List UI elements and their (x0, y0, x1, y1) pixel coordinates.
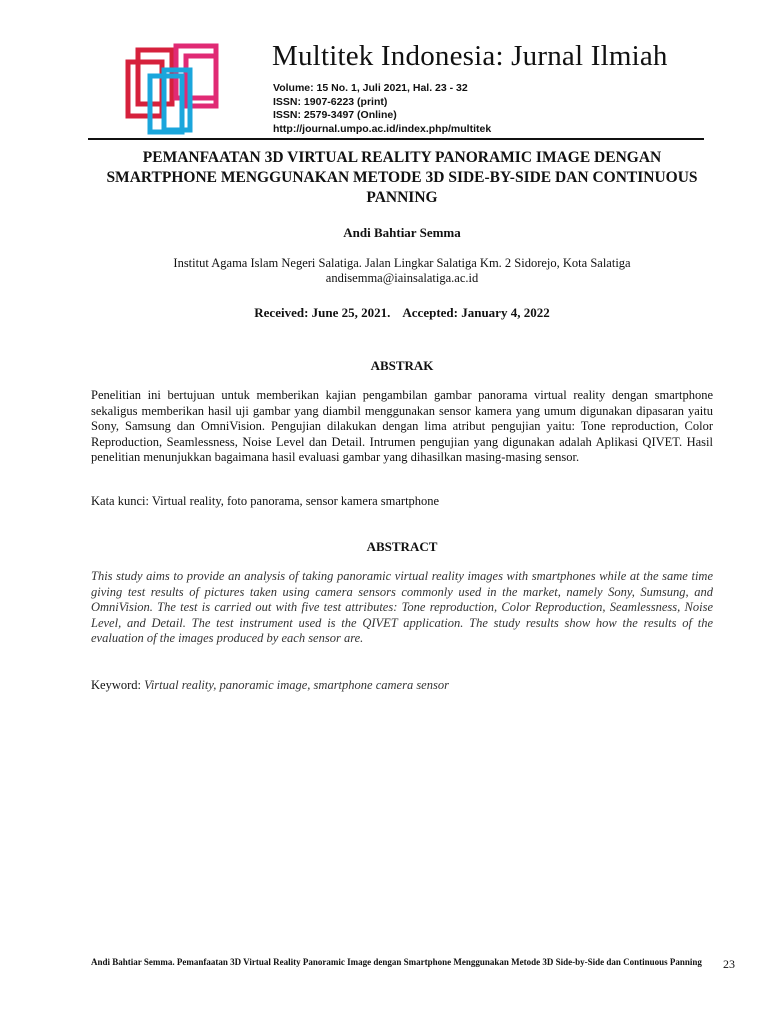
footer-citation: Andi Bahtiar Semma. Pemanfaatan 3D Virtual Reality Panoramic Image dengan Smartphone Menggunakan Metode 3D Side-by-Side dan Continuous Panning (91, 957, 702, 967)
issn-online: ISSN: 2579-3497 (Online) (273, 109, 397, 121)
abstract-text: This study aims to provide an analysis of taking panoramic virtual reality images with smartphones while at the same time giving test results of pictures taken using camera sensors commonly used in the market, namely Sony, Sumsung, and OmniVision. The test is carried out with five test attributes: Tone reproduction, Color Reproduction, Seamlessness, Noise Level, and Detail. The test instrument used is the QIVET application. The study results show how the results of the evaluation of the images produced by each sensor are. (91, 569, 713, 645)
header-divider (88, 138, 704, 140)
abstract-heading: ABSTRACT (366, 539, 438, 554)
submission-dates (90, 305, 714, 321)
journal-logo (124, 42, 224, 138)
abstrak-text: Penelitian ini bertujuan untuk memberikan kajian pengambilan gambar panorama virtual reality dengan smartphone sekaligus memberikan hasil uji gambar yang diambil menggunakan sensor kamera yang umum digunakan dipasaran yaitu Sony, Samsung dan OmniVision. Pengujian dilakukan dengan lima atribut pengujian yaitu: Tone reproduction, Color Reproduction, Seamlessness, Noise Level dan Detail. Intrumen pengujian yang digunakan adalah Aplikasi QIVET. Hasil penelitian menunjukkan bagaimana hasil evaluasi gambar yang dihasilkan masing-masing sensor. (91, 388, 713, 464)
abstract-keywords (91, 678, 449, 693)
author-affiliation: Institut Agama Islam Negeri Salatiga. Jalan Lingkar Salatiga Km. 2 Sidorejo, Kota Salatiga (173, 256, 631, 270)
journal-url[interactable]: http://journal.umpo.ac.id/index.php/multitek (273, 122, 492, 135)
abstrak-keywords-label: Kata kunci: (91, 494, 152, 508)
abstrak-keywords (91, 494, 439, 509)
abstrak-heading: ABSTRAK (370, 358, 434, 373)
author-name: Andi Bahtiar Semma (343, 225, 461, 240)
journal-meta (273, 82, 491, 136)
abstrak-keywords-value: Virtual reality, foto panorama, sensor kamera smartphone (151, 494, 440, 508)
author-email[interactable]: andisemma@iainsalatiga.ac.id (325, 271, 479, 285)
issn-print: ISSN: 1907-6223 (print) (273, 95, 388, 108)
article-title: PEMANFAATAN 3D VIRTUAL REALITY PANORAMIC IMAGE DENGAN SMARTPHONE MENGGUNAKAN METODE 3D SIDE-BY-SIDE DAN CONTINUOUS PANNING (106, 149, 698, 206)
page-number: 23 (723, 957, 735, 971)
received-date: Received: June 25, 2021. (254, 305, 391, 320)
abstract-keywords-label: Keyword: (91, 678, 145, 692)
affiliation-block (90, 256, 714, 286)
accepted-date: Accepted: January 4, 2022 (402, 305, 550, 320)
journal-title: Multitek Indonesia: Jurnal Ilmiah (272, 40, 668, 72)
volume-info: Volume: 15 No. 1, Juli 2021, Hal. 23 - 32 (273, 82, 468, 94)
abstract-keywords-value: Virtual reality, panoramic image, smartphone camera sensor (144, 678, 449, 692)
